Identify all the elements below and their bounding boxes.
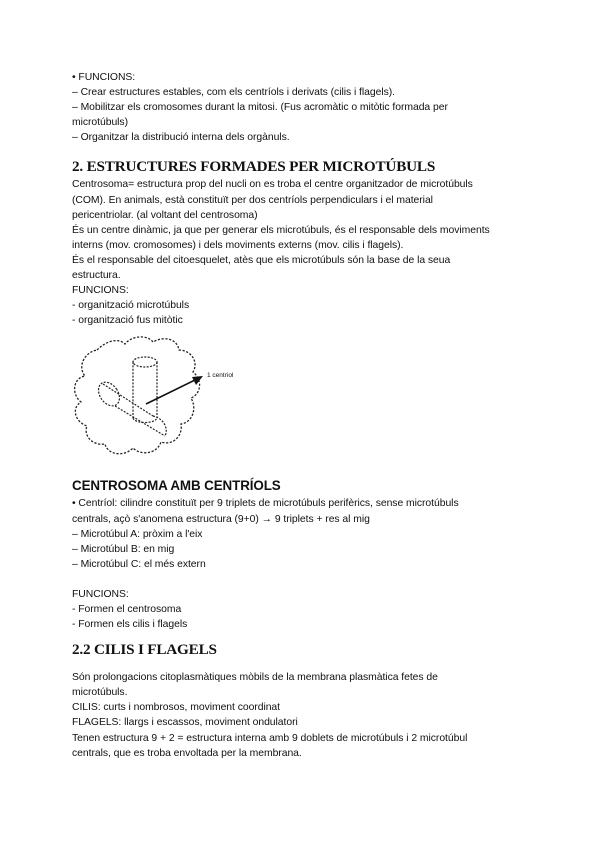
text-line: microtúbuls. [72, 687, 128, 699]
section-heading-microtubule-structures: 2. ESTRUCTURES FORMADES PER MICROTÚBULS [72, 158, 436, 176]
text-line: CILIS: curts i nombrosos, moviment coordinat [72, 702, 281, 714]
text-line: - organització microtúbuls [72, 300, 190, 312]
text-line: – Organitzar la distribució interna dels orgànuls. [72, 132, 290, 144]
section2-body [72, 177, 542, 328]
text-line: estructura. [72, 270, 121, 282]
text-line: – Microtúbul A: pròxim a l'eix [72, 528, 203, 540]
text-line: FLAGELS: llargs i escassos, moviment ondulatori [72, 717, 298, 729]
text-line: – Crear estructures estables, com els centríols i derivats (cilis i flagels). [72, 87, 395, 99]
text-line: FUNCIONS: [72, 285, 129, 297]
document-page [72, 70, 542, 761]
text-line: FUNCIONS: [72, 588, 129, 600]
text-line: - Formen els cilis i flagels [72, 619, 188, 631]
centrosome-body [72, 496, 542, 632]
centrosome-drawing [67, 328, 277, 478]
arrow-shaft [146, 380, 195, 404]
centriole-label: 1 centriol [207, 372, 234, 380]
cilia-flagella-body [72, 670, 542, 761]
text-line: - Formen el centrosoma [72, 603, 182, 615]
section-heading-cilia-flagella: 2.2 CILIS I FLAGELS [72, 641, 217, 659]
section-heading-centrosome: CENTROSOMA AMB CENTRÍOLS [72, 478, 281, 494]
text-line: interns (mov. cromosomes) i dels moviments externs (mov. cilis i flagels). [72, 239, 404, 251]
text-line: Centrosoma= estructura prop del nucli on es troba el centre organitzador de microtúbuls [72, 179, 473, 191]
centriole-vertical [133, 357, 157, 423]
text-line: - organització fus mitòtic [72, 315, 183, 327]
text-line: microtúbuls) [72, 117, 128, 129]
text-line: pericentriolar. (al voltant del centrosoma) [72, 209, 258, 221]
text-line: – Microtúbul C: el més extern [72, 558, 206, 570]
text-line: Tenen estructura 9 + 2 = estructura interna amb 9 doblets de microtúbuls i 2 microtúbul [72, 732, 468, 744]
blank-line [72, 572, 542, 587]
centrosome-illustration [67, 328, 277, 478]
text-line: • Centríol: cilindre constituït per 9 triplets de microtúbuls perifèrics, sense microtúbuls [72, 498, 459, 510]
text-line: – Microtúbul B: en mig [72, 543, 175, 555]
text-line: centrals, que es troba envoltada per la membrana. [72, 747, 302, 759]
text-line: • FUNCIONS: [72, 72, 136, 83]
text-line: – Mobilitzar els cromosomes durant la mitosi. (Fus acromàtic o mitòtic formada per [72, 102, 448, 114]
text-line: (COM). En animals, està constituït per dos centríols perpendiculars i el material [72, 194, 433, 206]
centriole-diagonal [94, 379, 166, 437]
pericentriolar-outline [75, 337, 200, 454]
text-line: És el responsable del citoesquelet, atès que els microtúbuls són la base de la seua [72, 254, 451, 266]
intro-functions-list [72, 70, 542, 145]
text-line: centrals, açò s'anomena estructura (9+0) → 9 triplets + res al mig [72, 513, 370, 525]
text-line: És un centre dinàmic, ja que per generar els microtúbuls, és el responsable dels moviments [72, 224, 490, 236]
text-line: Són prolongacions citoplasmàtiques mòbils de la membrana plasmàtica fetes de [72, 672, 438, 684]
